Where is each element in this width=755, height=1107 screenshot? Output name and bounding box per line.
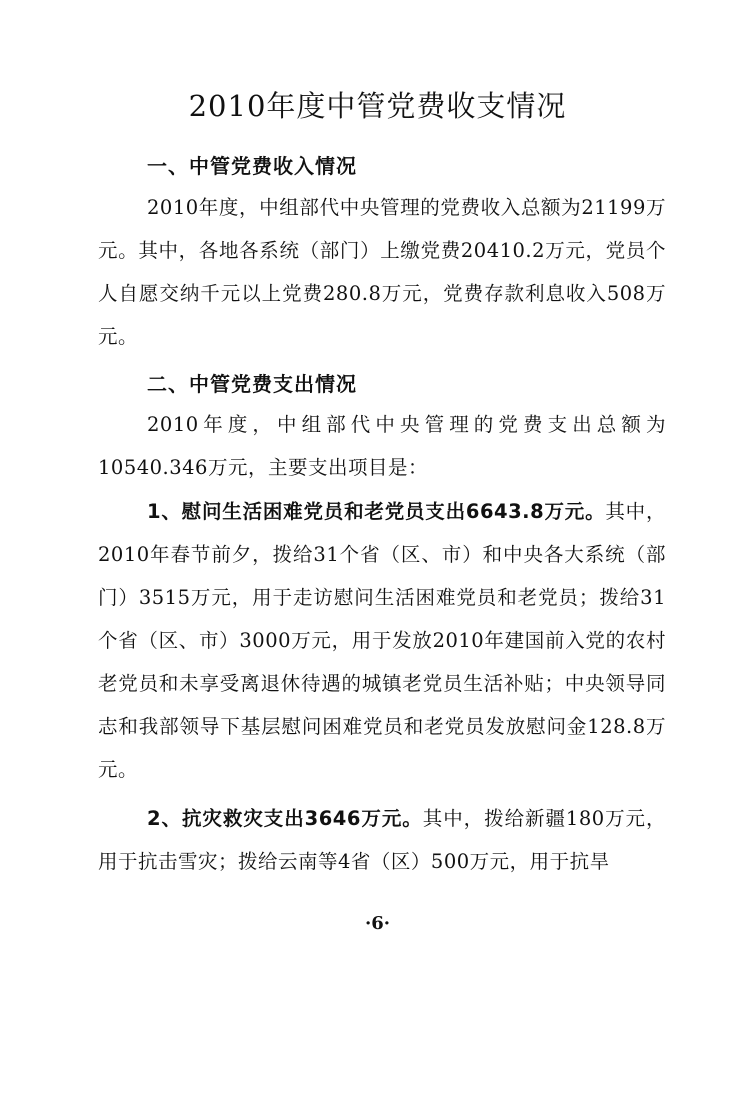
item-2-lead: 2、抗灾救灾支出3646万元。 <box>147 807 423 830</box>
item-1-text: 其中，2010年春节前夕，拨给31个省（区、市）和中央各大系统（部门）3515万元，用于走访慰问生活困难党员和老党员；拨给31个省（区、市）3000万元，用于发放2010年建国前入党的农村老党员和未享受离退休待遇的城镇老党员生活补贴；中央领导同志和我部领导下基层慰问困难党员和老党员发放慰问金128.8万元。 <box>98 500 666 781</box>
section-heading-income: 一、中管党费收入情况 <box>147 154 357 178</box>
paragraph-expenditure-intro: 2010年度，中组部代中央管理的党费支出总额为10540.346万元，主要支出项目是： <box>98 413 666 479</box>
item-2-text: 其中，拨给新疆180万元，用于抗击雪灾；拨给云南等4省（区）500万元，用于抗旱 <box>98 807 666 873</box>
paragraph-income: 2010年度，中组部代中央管理的党费收入总额为21199万元。其中，各地各系统（部门）上缴党费20410.2万元，党员个人自愿交纳千元以上党费280.8万元，党费存款利息收入508万元。 <box>98 196 666 348</box>
document-title: 2010年度中管党费收支情况 <box>188 89 567 123</box>
page-number: ·6· <box>364 913 391 934</box>
section-heading-expenditure: 二、中管党费支出情况 <box>147 372 357 396</box>
paragraph-item-2 <box>98 797 666 883</box>
item-1-lead: 1、慰问生活困难党员和老党员支出6643.8万元。 <box>147 500 606 523</box>
paragraph-item-1 <box>98 490 666 791</box>
